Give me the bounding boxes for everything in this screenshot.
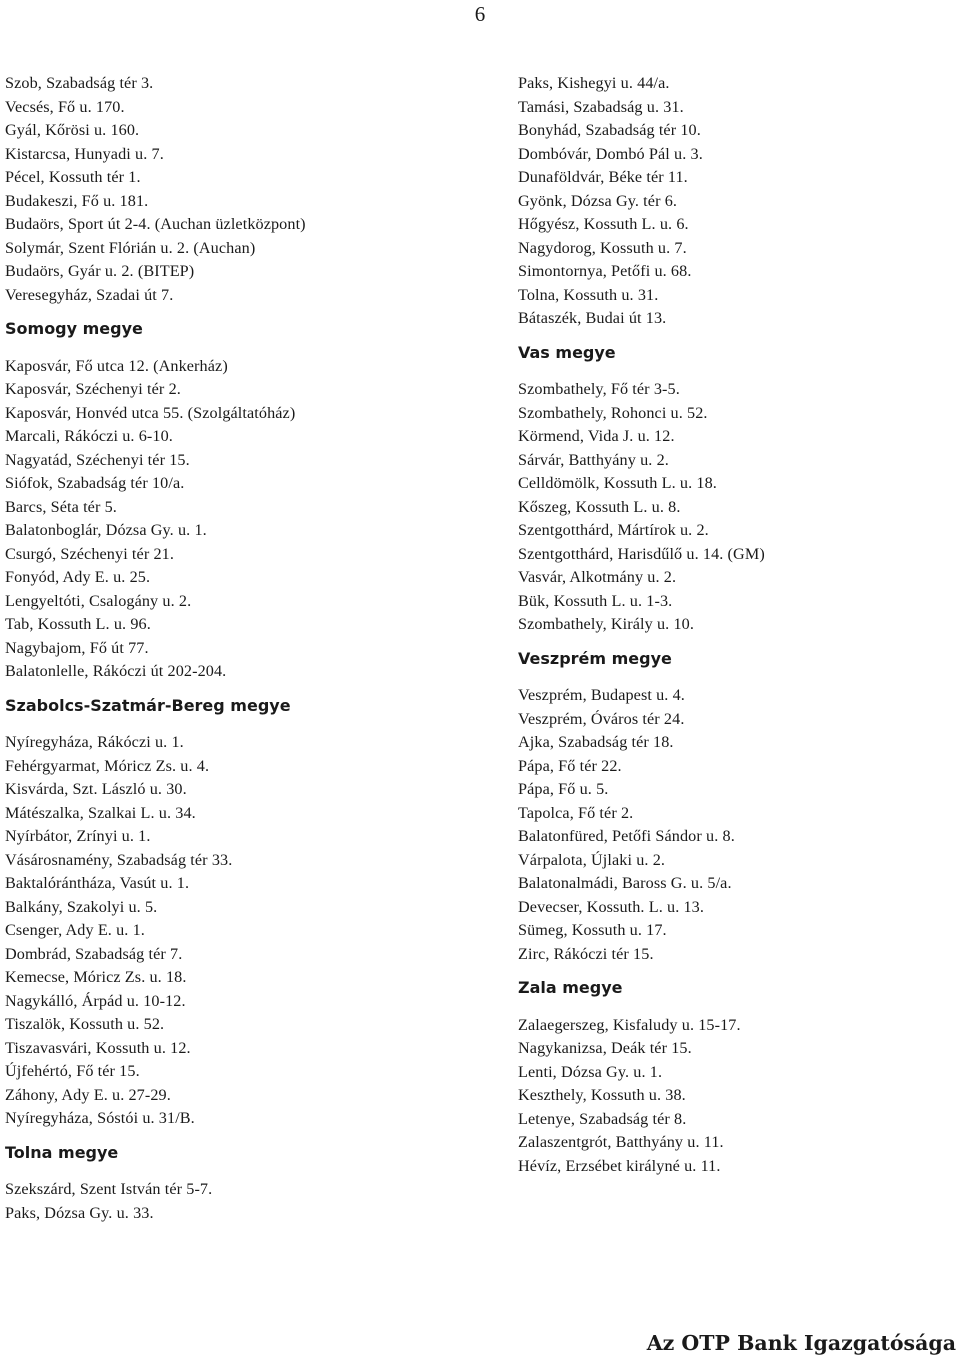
branch-address: Fonyód, Ady E. u. 25.: [5, 568, 151, 586]
branch-address: Bátaszék, Budai út 13.: [518, 309, 667, 327]
branch-address: Nyírbátor, Zrínyi u. 1.: [5, 827, 151, 845]
branch-address: Kőszeg, Kossuth L. u. 8.: [518, 497, 681, 516]
branch-address: Tiszavasvári, Kossuth u. 12.: [5, 1038, 191, 1057]
branch-address: Paks, Dózsa Gy. u. 33.: [5, 1203, 154, 1222]
branch-address: Pápa, Fő u. 5.: [518, 780, 609, 798]
branch-address: Csurgó, Széchenyi tér 21.: [5, 544, 174, 563]
branch-address: Dombrád, Szabadság tér 7.: [5, 944, 183, 963]
branch-address: Budaörs, Sport út 2-4. (Auchan üzletközpont): [5, 215, 306, 233]
branch-address: Kemecse, Móricz Zs. u. 18.: [5, 968, 187, 986]
branch-address: Balatonlelle, Rákóczi út 202-204.: [5, 662, 227, 680]
branch-address: Nyíregyháza, Sóstói u. 31/B.: [5, 1109, 195, 1127]
branch-address: Tapolca, Fő tér 2.: [518, 803, 634, 822]
branch-address: Nagybajom, Fő út 77.: [5, 638, 149, 657]
branch-address: Kaposvár, Honvéd utca 55. (Szolgáltatóház): [5, 403, 296, 422]
branch-address: Balatonboglár, Dózsa Gy. u. 1.: [5, 521, 207, 539]
page-number: 6: [474, 2, 486, 26]
branch-address: Bük, Kossuth L. u. 1-3.: [518, 591, 673, 610]
branch-address: Siófok, Szabadság tér 10/a.: [5, 474, 185, 492]
branch-address: Kisvárda, Szt. László u. 30.: [5, 780, 187, 798]
branch-address: Sümeg, Kossuth u. 17.: [518, 921, 667, 939]
branch-address: Vásárosnamény, Szabadság tér 33.: [5, 850, 233, 869]
branch-address: Szombathely, Fő tér 3-5.: [518, 380, 680, 398]
branch-address: Kistarcsa, Hunyadi u. 7.: [5, 144, 164, 163]
branch-address: Szob, Szabadság tér 3.: [5, 74, 154, 92]
branch-address: Budakeszi, Fő u. 181.: [5, 191, 149, 210]
branch-address: Veszprém, Budapest u. 4.: [518, 686, 685, 704]
branch-address: Bonyhád, Szabadság tér 10.: [518, 121, 701, 139]
branch-address: Hévíz, Erzsébet királyné u. 11.: [518, 1156, 721, 1175]
branch-address: Tamási, Szabadság u. 31.: [518, 97, 684, 116]
branch-address: Hőgyész, Kossuth L. u. 6.: [518, 215, 689, 233]
branch-address: Dunaföldvár, Béke tér 11.: [518, 168, 688, 186]
branch-address: Zalaszentgrót, Batthyány u. 11.: [518, 1133, 724, 1151]
branch-address: Körmend, Vida J. u. 12.: [518, 427, 675, 445]
branch-address: Zalaegerszeg, Kisfaludy u. 15-17.: [518, 1015, 741, 1034]
branch-address: Szentgotthárd, Harisdűlő u. 14. (GM): [518, 544, 765, 563]
branch-address: Vasvár, Alkotmány u. 2.: [518, 568, 677, 586]
branch-address: Nagykálló, Árpád u. 10-12.: [5, 991, 186, 1010]
county-heading: Somogy megye: [5, 319, 143, 338]
branch-address: Pécel, Kossuth tér 1.: [5, 168, 141, 186]
county-heading: Szabolcs-Szatmár-Bereg megye: [5, 695, 291, 715]
branch-address: Tab, Kossuth L. u. 96.: [5, 615, 151, 633]
branch-address: Pápa, Fő tér 22.: [518, 756, 622, 775]
branch-address: Veresegyház, Szadai út 7.: [5, 285, 174, 304]
branch-address: Balkány, Szakolyi u. 5.: [5, 897, 158, 916]
branch-address: Sárvár, Batthyány u. 2.: [518, 450, 669, 469]
left-column: [5, 72, 465, 1225]
branch-address: Várpalota, Újlaki u. 2.: [518, 850, 666, 869]
branch-address: Vecsés, Fő u. 170.: [5, 97, 125, 116]
branch-address: Lenti, Dózsa Gy. u. 1.: [518, 1062, 663, 1081]
branch-address: Kaposvár, Fő utca 12. (Ankerház): [5, 356, 228, 375]
branch-address: Nagykanizsa, Deák tér 15.: [518, 1039, 692, 1057]
footer-title: Az OTP Bank Igazgatósága: [646, 1331, 956, 1355]
county-heading: Vas megye: [518, 342, 616, 362]
branch-address: Nagyatád, Széchenyi tér 15.: [5, 450, 190, 469]
county-heading: Tolna megye: [5, 1142, 119, 1162]
county-heading: Zala megye: [518, 978, 623, 997]
branch-address: Szombathely, Király u. 10.: [518, 615, 694, 633]
branch-address: Simontornya, Petőfi u. 68.: [518, 262, 692, 280]
branch-address: Celldömölk, Kossuth L. u. 18.: [518, 474, 717, 492]
branch-address: Szekszárd, Szent István tér 5-7.: [5, 1180, 213, 1198]
branch-address: Záhony, Ady E. u. 27-29.: [5, 1085, 171, 1104]
branch-address: Tiszalök, Kossuth u. 52.: [5, 1015, 165, 1033]
branch-address: Balatonalmádi, Baross G. u. 5/a.: [518, 874, 732, 892]
branch-address: Zirc, Rákóczi tér 15.: [518, 944, 654, 963]
branch-address: Újfehértó, Fő tér 15.: [5, 1062, 140, 1080]
branch-address: Barcs, Séta tér 5.: [5, 497, 117, 516]
branch-address: Solymár, Szent Flórián u. 2. (Auchan): [5, 238, 256, 257]
branch-address: Letenye, Szabadság tér 8.: [518, 1109, 687, 1128]
branch-address: Fehérgyarmat, Móricz Zs. u. 4.: [5, 756, 210, 775]
branch-address: Baktalórántháza, Vasút u. 1.: [5, 874, 190, 892]
branch-address: Nyíregyháza, Rákóczi u. 1.: [5, 733, 184, 751]
branch-address: Veszprém, Óváros tér 24.: [518, 709, 685, 728]
branch-address: Tolna, Kossuth u. 31.: [518, 285, 659, 304]
county-heading: Veszprém megye: [518, 648, 672, 668]
branch-address: Lengyeltóti, Csalogány u. 2.: [5, 591, 192, 610]
branch-address: Mátészalka, Szalkai L. u. 34.: [5, 803, 196, 822]
branch-address: Balatonfüred, Petőfi Sándor u. 8.: [518, 827, 735, 845]
branch-address: Paks, Kishegyi u. 44/a.: [518, 74, 670, 92]
branch-address: Kaposvár, Széchenyi tér 2.: [5, 380, 181, 398]
branch-address: Devecser, Kossuth. L. u. 13.: [518, 897, 705, 916]
branch-address: Ajka, Szabadság tér 18.: [518, 733, 674, 751]
branch-address: Marcali, Rákóczi u. 6-10.: [5, 427, 173, 445]
branch-address: Szombathely, Rohonci u. 52.: [518, 403, 708, 422]
right-column: [518, 72, 960, 1178]
branch-address: Gyönk, Dózsa Gy. tér 6.: [518, 191, 678, 210]
branch-address: Budaörs, Gyár u. 2. (BITEP): [5, 262, 195, 280]
branch-address: Szentgotthárd, Mártírok u. 2.: [518, 521, 709, 539]
branch-address: Dombóvár, Dombó Pál u. 3.: [518, 144, 703, 163]
branch-address: Gyál, Kőrösi u. 160.: [5, 121, 140, 139]
branch-address: Nagydorog, Kossuth u. 7.: [518, 238, 687, 257]
branch-address: Csenger, Ady E. u. 1.: [5, 921, 145, 939]
branch-address: Keszthely, Kossuth u. 38.: [518, 1086, 686, 1104]
